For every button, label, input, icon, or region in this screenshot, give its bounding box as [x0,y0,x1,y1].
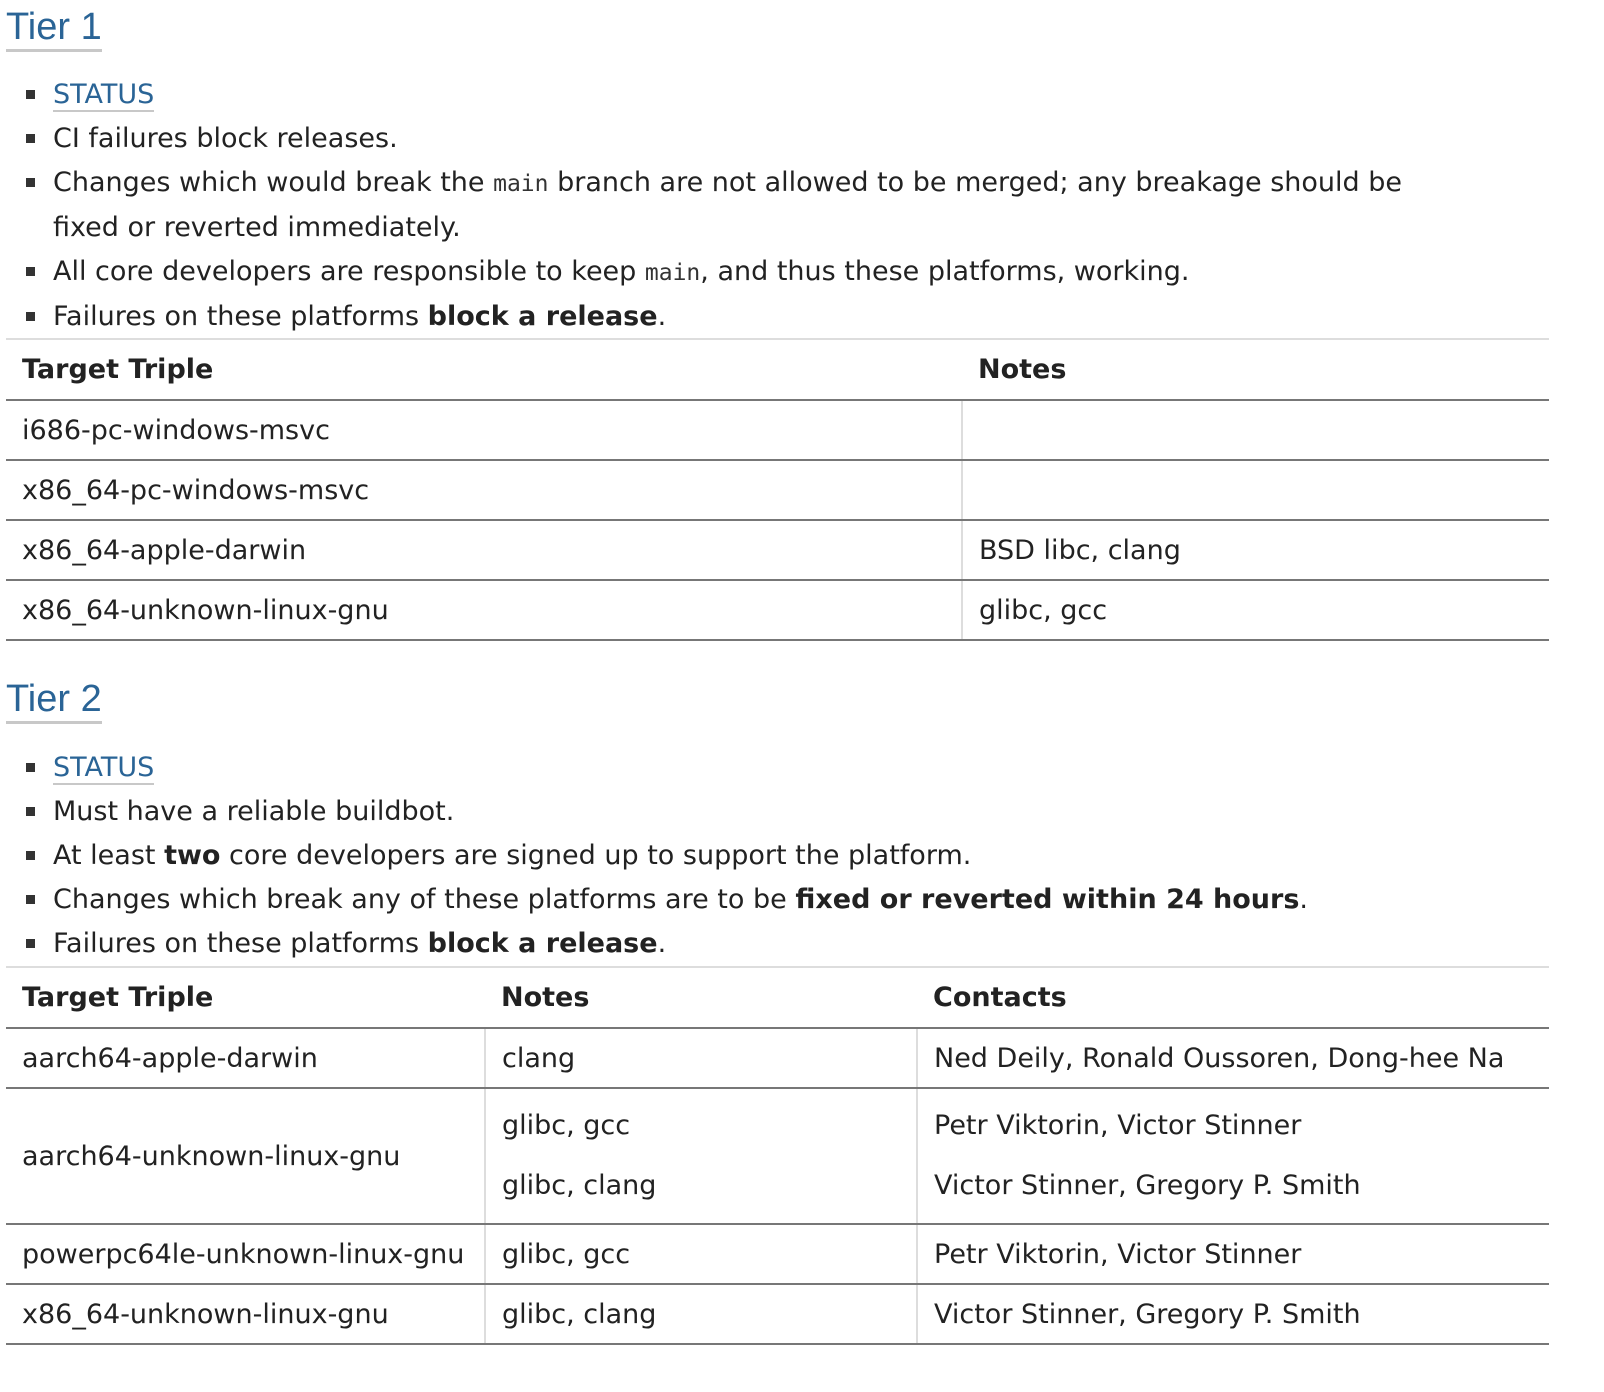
column-header-notes: Notes [962,339,1549,400]
table-row [6,520,1549,580]
inline-code: main [644,260,701,286]
tier1-bullet-list [6,73,1549,339]
table-row [6,460,1549,520]
tier2-platform-table [6,966,1549,1345]
cell-notes: glibc, gcc [962,580,1549,640]
list-item [6,250,1549,295]
cell-target-triple: i686-pc-windows-msvc [6,400,962,460]
bold-text: block a release [427,301,658,332]
list-item [6,878,1549,922]
cell-notes: BSD libc, clang [962,520,1549,580]
cell-notes [962,460,1549,520]
cell-notes: glibc, gcc [485,1224,917,1284]
contacts-line: Victor Stinner, Gregory P. Smith [934,1170,1361,1201]
cell-target-triple: aarch64-apple-darwin [6,1028,485,1088]
cell-target-triple: x86_64-pc-windows-msvc [6,460,962,520]
table-row [6,580,1549,640]
bullet-text: All core developers are responsible to keep [53,256,645,287]
inline-code: main [493,171,549,197]
list-item [6,295,1549,339]
cell-notes: glibc, clang [485,1284,917,1344]
list-item [6,834,1549,878]
bullet-text: CI failures block releases. [53,123,398,154]
tier2-heading [6,680,102,718]
bold-text: two [164,840,221,871]
bullet-text: . [657,301,667,332]
tier1-platform-table [6,338,1549,641]
bullet-text: . [657,928,667,959]
bullet-text: Must have a reliable buildbot. [53,796,455,827]
bullet-text: core developers are signed up to support the platform. [220,840,972,871]
column-header-contacts: Contacts [917,967,1549,1028]
bullet-text: Changes which break any of these platforms are to be [53,884,796,915]
bullet-text: Failures on these platforms [53,301,428,332]
table-row [6,1088,1549,1224]
bullet-text: Failures on these platforms [53,928,428,959]
list-item [6,117,1549,161]
cell-notes [485,1088,917,1224]
column-header-notes: Notes [485,967,917,1028]
bold-text: block a release [427,928,658,959]
contacts-line: Petr Viktorin, Victor Stinner [934,1110,1302,1141]
list-item [6,73,1549,117]
tier1-status-link[interactable]: STATUS [53,79,155,110]
bullet-text: branch are not allowed to be merged; any breakage should be fixed or reverted immediately. [53,167,1403,243]
cell-contacts: Ned Deily, Ronald Oussoren, Dong-hee Na [917,1028,1549,1088]
list-item [6,922,1549,966]
cell-notes: clang [485,1028,917,1088]
tier1-heading-link[interactable]: Tier 1 [6,6,102,52]
cell-target-triple: x86_64-unknown-linux-gnu [6,580,962,640]
list-item [6,161,1549,250]
table-row [6,1284,1549,1344]
cell-contacts: Victor Stinner, Gregory P. Smith [917,1284,1549,1344]
table-row [6,400,1549,460]
tier2-bullet-list [6,746,1549,966]
list-item [6,790,1549,834]
table-row [6,1028,1549,1088]
bullet-text: . [1299,884,1309,915]
column-header-target-triple: Target Triple [6,967,485,1028]
column-header-target-triple: Target Triple [6,339,962,400]
tier1-heading [6,8,102,46]
bullet-text: , and thus these platforms, working. [700,256,1190,287]
list-item [6,746,1549,790]
tier2-status-link[interactable]: STATUS [53,752,155,783]
cell-contacts: Petr Viktorin, Victor Stinner [917,1224,1549,1284]
bold-text: fixed or reverted within 24 hours [795,884,1300,915]
bullet-text: At least [53,840,165,871]
cell-target-triple: x86_64-apple-darwin [6,520,962,580]
table-header-row [6,967,1549,1028]
cell-notes [962,400,1549,460]
cell-target-triple: x86_64-unknown-linux-gnu [6,1284,485,1344]
tier2-heading-link[interactable]: Tier 2 [6,678,102,724]
bullet-text: Changes which would break the [53,167,494,198]
cell-target-triple: powerpc64le-unknown-linux-gnu [6,1224,485,1284]
cell-target-triple: aarch64-unknown-linux-gnu [6,1088,485,1224]
notes-line: glibc, clang [502,1170,657,1201]
table-row [6,1224,1549,1284]
notes-line: glibc, gcc [502,1110,631,1141]
table-header-row [6,339,1549,400]
cell-contacts [917,1088,1549,1224]
